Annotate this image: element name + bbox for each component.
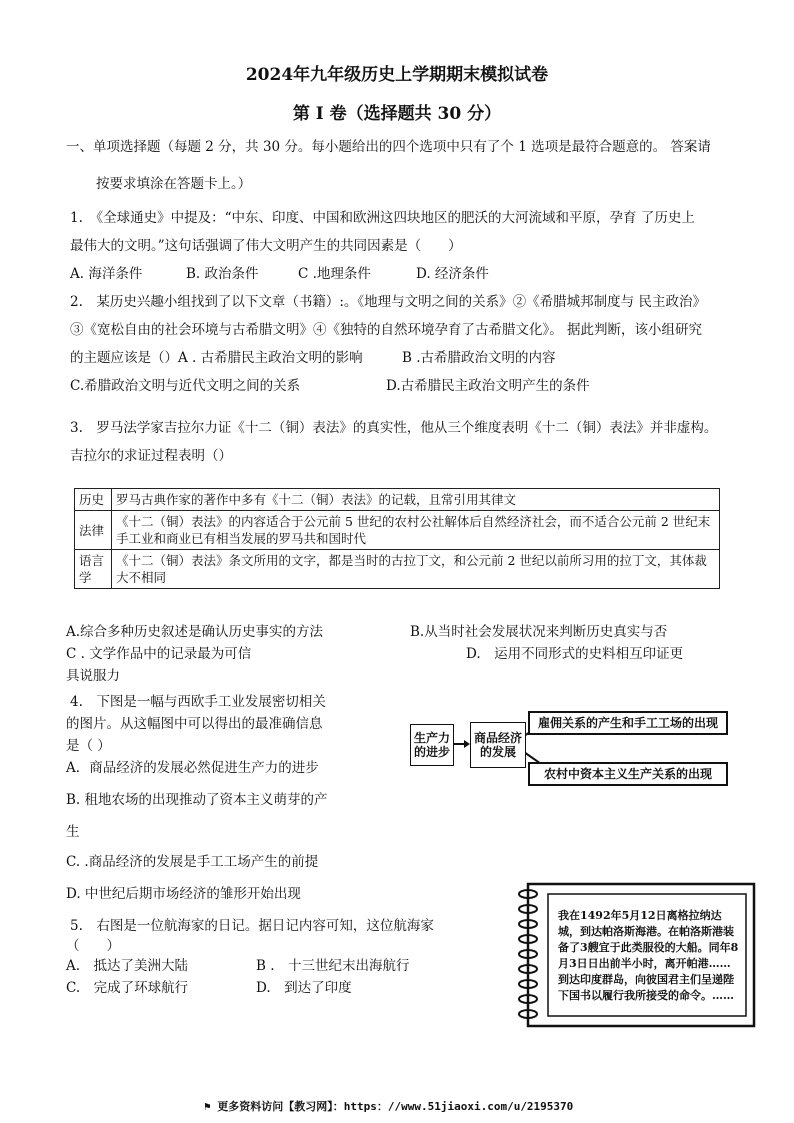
- diagram-box-capitalism: 农村中资本主义生产关系的出现: [528, 762, 728, 786]
- table-cell-label: 历史: [75, 489, 112, 511]
- q4-option-b-cont: 生: [66, 824, 80, 840]
- flow-diagram: [408, 708, 732, 790]
- footer-text: 更多资料访问【教习网】：https：//www.51jiaoxi.com/u/2195370: [217, 1100, 574, 1113]
- q1-option-c: C .地理条件: [298, 266, 371, 282]
- q3-option-d-cont: 具说服力: [66, 668, 120, 684]
- q3-option-a: A.综合多种历史叙述是确认历史事实的方法: [66, 624, 324, 640]
- q3-stem-line1: 3. 罗马法学家吉拉尔力证《十二（铜）表法》的真实性，他从三个维度表明《十二（铜）表法》并非虚构。: [70, 420, 718, 436]
- q3-stem-line2: 吉拉尔的求证过程表明（）: [70, 448, 232, 464]
- q2-option-b: B .古希腊政治文明的内容: [402, 350, 556, 366]
- q2-stem-line3: 的主题应该是（）A . 古希腊民主政治文明的影响: [70, 350, 363, 366]
- q2-stem-line2: ③《宽松自由的社会环境与古希腊文明》④《独特的自然环境孕育了古希腊文化》。 据此判断，该小组研究: [70, 322, 703, 338]
- q5-option-a: A. 抵达了美洲大陆: [66, 958, 189, 974]
- diagram-box-commodity-economy: 商品经济的发展: [470, 722, 526, 768]
- q2-option-d: D.古希腊民主政治文明产生的条件: [386, 378, 590, 394]
- q3-option-b: B.从当时社会发展状况来判断历史真实与否: [410, 624, 668, 640]
- table-cell-text: 罗马古典作家的著作中多有《十二（铜）表法》的记载，且常引用其律文: [112, 489, 720, 511]
- q5-option-b: B . 十三世纪末出海航行: [256, 958, 410, 974]
- table-row: [75, 511, 720, 550]
- footer-link[interactable]: [204, 1098, 573, 1114]
- q1-stem-line1: 1. 《全球通史》中提及：“中东、印度、中国和欧洲这四块地区的肥沃的大河流域和平原，孕育 了历史上: [70, 210, 695, 226]
- instructions-line2: 按要求填涂在答题卡上。）: [96, 176, 252, 192]
- diagram-box-productivity: 生产力的进步: [410, 724, 454, 766]
- q3-option-d: D. 运用不同形式的史料相互印证更: [466, 646, 684, 662]
- diary-notebook: [518, 880, 758, 1030]
- exam-title: 2024年九年级历史上学期期末模拟试卷: [245, 65, 549, 85]
- q2-option-c: C.希腊政治文明与近代文明之间的关系: [70, 378, 301, 394]
- q4-option-d: D. 中世纪后期市场经济的雏形开始出现: [66, 886, 301, 902]
- q1-stem-line2: 最伟大的文明。”这句话强调了伟大文明产生的共同因素是（ ）: [70, 238, 462, 254]
- q4-option-b: B. 租地农场的出现推动了资本主义萌芽的产: [66, 792, 328, 808]
- evidence-table: [74, 488, 720, 589]
- flag-icon: ⚑: [204, 1100, 218, 1113]
- q5-stem-line2: （ ）: [66, 938, 120, 954]
- q4-option-a: A．商品经济的发展必然促进生产力的进步: [66, 760, 319, 776]
- q1-option-b: B. 政治条件: [186, 266, 259, 282]
- q4-stem-line1: 4. 下图是一幅与西欧手工业发展密切相关: [70, 694, 326, 710]
- q2-stem-line1: 2. 某历史兴趣小组找到了以下文章（书籍）:。《地理与文明之间的关系》②《希腊城邦制度与 民主政治》: [70, 294, 706, 310]
- instructions-line1: 一、单项选择题（每题 2 分，共 30 分。每小题给出的四个选项中只有了个 1 选项是最符合题意的。 答案请: [66, 139, 711, 155]
- q1-option-d: D. 经济条件: [416, 266, 489, 282]
- diagram-box-employment: 雇佣关系的产生和手工工场的出现: [528, 711, 728, 735]
- q5-option-d: D. 到达了印度: [256, 980, 352, 996]
- table-row: [75, 489, 720, 511]
- q1-option-a: A. 海洋条件: [70, 266, 143, 282]
- table-cell-text: 《十二（铜）表法》条文所用的文字，都是当时的古拉丁文，和公元前 2 世纪以前所习用的拉丁文，其体裁大不相同: [112, 550, 720, 589]
- q5-stem-line1: 5. 右图是一位航海家的日记。据日记内容可知，这位航海家: [70, 918, 434, 934]
- q3-option-c: C . 文学作品中的记录最为可信: [66, 646, 252, 662]
- diary-text: 我在1492年5月12日离格拉纳达城，到达帕洛斯海港。在帕洛斯港装备了3艘宜于此类服役的大船。同年8月3日日出前半小时，离开帕港……到达印度群岛，向彼国君主们呈递陛下国书以履行我所接受的命令。……: [558, 909, 739, 1002]
- q4-stem-line2: 的图片。从这幅图中可以得出的最准确信息: [66, 716, 323, 732]
- q5-option-c: C. 完成了环球航行: [66, 980, 189, 996]
- table-cell-label: 语言学: [75, 550, 112, 589]
- q4-option-c: C. .商品经济的发展是手工工场产生的前提: [66, 854, 319, 870]
- section-title: 第 I 卷（选择题共 30 分）: [292, 104, 502, 124]
- q4-stem-line3: 是（ ）: [66, 738, 111, 754]
- table-row: [75, 550, 720, 589]
- table-cell-text: 《十二（铜）表法》的内容适合于公元前 5 世纪的农村公社解体后自然经济社会，而不适合公元前 2 世纪末手工业和商业已有相当发展的罗马共和国时代: [112, 511, 720, 550]
- table-cell-label: 法律: [75, 511, 112, 550]
